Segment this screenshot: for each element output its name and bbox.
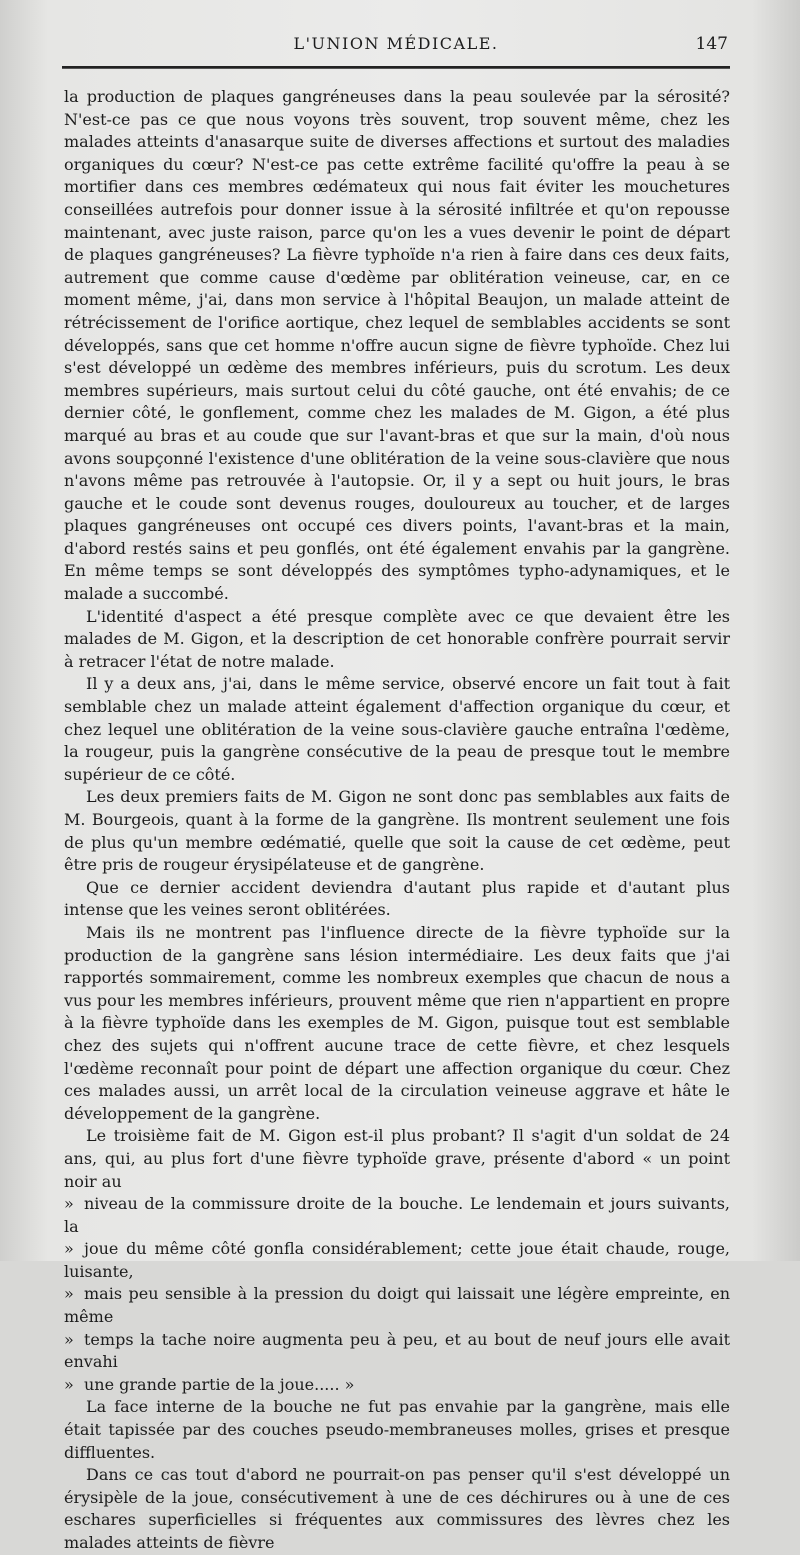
quote-line (64, 1238, 730, 1283)
quote-mark: » (64, 1194, 74, 1214)
paragraph: Dans ce cas tout d'abord ne pourrait-on pas penser qu'il s'est développé un érysipèle de la joue, consécutivement à une de ces déchirures ou à une de ces eschares superficielles si fréquentes aux commissures des lèvres chez les malades atteints de fièvre (64, 1465, 730, 1552)
running-title: L'UNION MÉDICALE. (293, 34, 499, 53)
paragraph: Il y a deux ans, j'ai, dans le même service, observé encore un fait tout à fait semblable chez un malade atteint également d'affection organique du cœur, et chez lequel une oblitération de la veine sous-clavière gauche entraîna l'œdème, la rougeur, puis la gangrène consécutive de la peau de presque tout le membre supérieur de ce côté. (64, 674, 730, 784)
page-header (62, 34, 730, 60)
quote-text: mais peu sensible à la pression du doigt qui laissait une légère empreinte, en même (64, 1284, 730, 1327)
paragraph: la production de plaques gangréneuses dans la peau soulevée par la sérosité? N'est-ce pas ce que nous voyons très souvent, trop souvent même, chez les malades atteints d'anasarque suite de diverses affections et surtout des maladies organiques du cœur? N'est-ce pas cette extrême facilité qu'offre la peau à se mortifier dans ces membres œdémateux qui nous fait éviter les mouchetures conseillées autrefois pour donner issue à la sérosité infiltrée et qu'on repousse maintenant, avec juste raison, parce qu'on les a vues devenir le point de départ de plaques gangréneuses? La fièvre typhoïde n'a rien à faire dans ces deux faits, autrement que comme cause d'œdème par oblitération veineuse, car, en ce moment même, j'ai, dans mon service à l'hôpital Beaujon, un malade atteint de rétrécissement de l'orifice aortique, chez lequel de semblables accidents se sont développés, sans que cet homme n'offre aucun signe de fièvre typhoïde. Chez lui s'est développé un œdème des membres inférieurs, puis du scrotum. Les deux membres supérieurs, mais surtout celui du côté gauche, ont été envahis; de ce dernier côté, le gonflement, comme chez les malades de M. Gigon, a été plus marqué au bras et au coude que sur l'avant-bras et que sur la main, d'où nous avons soupçonné l'existence d'une oblitération de la veine sous-clavière que nous n'avons même pas retrouvée à l'autopsie. Or, il y a sept ou huit jours, le bras gauche et le coude sont devenus rouges, douloureux au toucher, et de larges plaques gangréneuses ont occupé ces divers points, l'avant-bras et la main, d'abord restés sains et peu gonflés, ont été également envahis par la gangrène. En même temps se sont développés des symptômes typho-adynamiques, et le malade a succombé. (64, 87, 730, 604)
quote-line (64, 1374, 730, 1397)
header-rule (62, 66, 730, 69)
paragraph: Le troisième fait de M. Gigon est-il plus probant? Il s'agit d'un soldat de 24 ans, qui, au plus fort d'une fièvre typhoïde grave, présente d'abord « un point noir au (64, 1126, 730, 1191)
quote-mark: » (64, 1374, 74, 1394)
paragraph: L'identité d'aspect a été presque complète avec ce que devaient être les malades de M. Gigon, et la description de cet honorable confrère pourrait servir à retracer l'état de notre malade. (64, 606, 730, 671)
quote-line (64, 1283, 730, 1328)
body-text (64, 86, 730, 1555)
quote-text: joue du même côté gonfla considérablement; cette joue était chaude, rouge, luisante, (64, 1239, 730, 1281)
quotation-block (64, 1193, 730, 1396)
paragraph: Les deux premiers faits de M. Gigon ne sont donc pas semblables aux faits de M. Bourgeois, quant à la forme de la gangrène. Ils montrent seulement une fois de plus qu'un membre œdématié, quelle que soit la cause de cet œdème, peut être pris de rougeur érysipélateuse et de gangrène. (64, 787, 730, 875)
quote-text: une grande partie de la joue..... » (84, 1374, 355, 1394)
quote-mark: » (64, 1239, 74, 1259)
paragraph: La face interne de la bouche ne fut pas envahie par la gangrène, mais elle était tapissée par des couches pseudo-membraneuses molles, grises et presque diffluentes. (64, 1397, 730, 1462)
quote-mark: » (64, 1329, 74, 1349)
paragraph: Que ce dernier accident deviendra d'autant plus rapide et d'autant plus intense que les veines seront oblitérées. (64, 877, 730, 920)
quote-line (64, 1193, 730, 1238)
page-number: 147 (695, 34, 728, 54)
paragraph: Mais ils ne montrent pas l'influence directe de la fièvre typhoïde sur la production de la gangrène sans lésion intermédiaire. Les deux faits que j'ai rapportés sommairement, comme les nombreux exemples que chacun de nous a vus pour les membres inférieurs, prouvent même que rien n'appartient en propre à la fièvre typhoïde dans les exemples de M. Gigon, puisque tout est semblable chez des sujets qui n'offrent aucune trace de cette fièvre, et chez lesquels l'œdème reconnaît pour point de départ une affection organique du cœur. Chez ces malades aussi, un arrêt local de la circulation veineuse aggrave et hâte le développement de la gangrène. (64, 922, 730, 1123)
quote-text: temps la tache noire augmenta peu à peu, et au bout de neuf jours elle avait envahi (64, 1329, 730, 1372)
quote-line (64, 1329, 730, 1374)
quote-mark: » (64, 1284, 74, 1304)
quote-text: niveau de la commissure droite de la bouche. Le lendemain et jours suivants, la (64, 1194, 730, 1236)
